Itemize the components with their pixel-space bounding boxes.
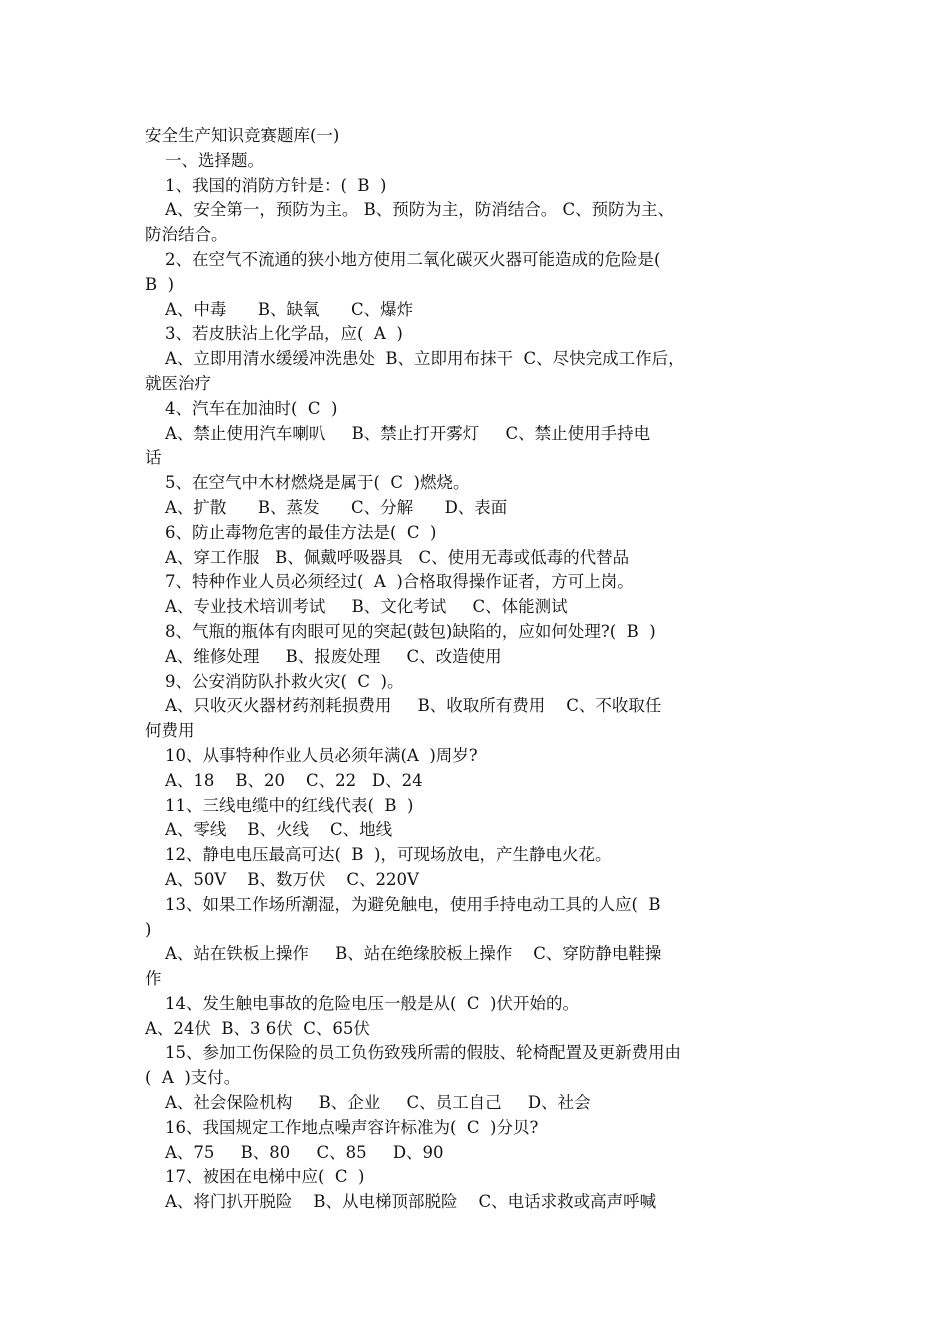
question-1-options: A、安全第一，预防为主。 B、预防为主，防消结合。 C、预防为主、 xyxy=(165,200,675,220)
question-2: 2、在空气不流通的狭小地方使用二氧化碳灭火器可能造成的危险是( xyxy=(165,249,661,269)
question-14: 14、发生触电事故的危险电压一般是从( C )伏开始的。 xyxy=(165,993,579,1013)
question-9-options-cont: 何费用 xyxy=(145,721,195,741)
question-7: 7、特种作业人员必须经过( A )合格取得操作证者，方可上岗。 xyxy=(165,572,634,592)
question-3-options: A、立即用清水缓缓冲洗患处 B、立即用布抹干 C、尽快完成工作后， xyxy=(165,349,685,369)
question-13-cont: ) xyxy=(145,919,152,939)
question-12: 12、静电电压最高可达( B )，可现场放电，产生静电火花。 xyxy=(165,845,612,865)
question-16-options: A、75 B、80 C、85 D、90 xyxy=(165,1142,444,1162)
document-body xyxy=(145,124,805,1215)
question-13-options: A、站在铁板上操作 B、站在绝缘胶板上操作 C、穿防静电鞋操 xyxy=(165,944,662,964)
question-5-options: A、扩散 B、蒸发 C、分解 D、表面 xyxy=(165,497,508,517)
question-4-options-cont: 话 xyxy=(145,448,162,468)
question-8-options: A、维修处理 B、报废处理 C、改造使用 xyxy=(165,646,502,666)
question-4-options: A、禁止使用汽车喇叭 B、禁止打开雾灯 C、禁止使用手持电 xyxy=(165,423,651,443)
question-7-options: A、专业技术培训考试 B、文化考试 C、体能测试 xyxy=(165,597,568,617)
question-13-options-cont: 作 xyxy=(145,969,162,989)
question-1-options-cont: 防治结合。 xyxy=(145,225,228,245)
question-8: 8、气瓶的瓶体有肉眼可见的突起(鼓包)缺陷的，应如何处理?( B ) xyxy=(165,621,656,641)
question-9-options: A、只收灭火器材药剂耗损费用 B、收取所有费用 C、不收取任 xyxy=(165,696,662,716)
question-15-options: A、社会保险机构 B、企业 C、员工自己 D、社会 xyxy=(165,1093,591,1113)
question-12-options: A、50V B、数万伏 C、220V xyxy=(165,869,419,889)
question-11: 11、三线电缆中的红线代表( B ) xyxy=(165,795,414,815)
question-16: 16、我国规定工作地点噪声容许标准为( C )分贝? xyxy=(165,1117,539,1137)
question-6-options: A、穿工作服 B、佩戴呼吸器具 C、使用无毒或低毒的代替品 xyxy=(165,547,630,567)
question-14-options: A、24伏 B、3 6伏 C、65伏 xyxy=(145,1018,370,1038)
question-15: 15、参加工伤保险的员工负伤致残所需的假肢、轮椅配置及更新费用由 xyxy=(165,1043,681,1063)
question-17: 17、被困在电梯中应( C ) xyxy=(165,1167,365,1187)
question-4: 4、汽车在加油时( C ) xyxy=(165,398,338,418)
question-6: 6、防止毒物危害的最佳方法是( C ) xyxy=(165,522,437,542)
question-1: 1、我国的消防方针是：( B ) xyxy=(165,175,387,195)
question-10: 10、从事特种作业人员必须年满(A )周岁? xyxy=(165,745,478,765)
question-9: 9、公安消防队扑救火灾( C )。 xyxy=(165,671,404,691)
question-17-options: A、将门扒开脱险 B、从电梯顶部脱险 C、电话求救或高声呼喊 xyxy=(165,1192,657,1212)
question-2-cont: B ) xyxy=(145,274,175,294)
question-13: 13、如果工作场所潮湿，为避免触电，使用手持电动工具的人应( B xyxy=(165,894,661,914)
question-3-options-cont: 就医治疗 xyxy=(145,373,211,393)
question-10-options: A、18 B、20 C、22 D、24 xyxy=(165,770,423,790)
document-title: 安全生产知识竞赛题库(一) xyxy=(145,126,340,145)
question-5: 5、在空气中木材燃烧是属于( C )燃烧。 xyxy=(165,473,470,493)
question-2-options: A、中毒 B、缺氧 C、爆炸 xyxy=(165,299,414,319)
section-heading: 一、选择题。 xyxy=(165,150,264,170)
question-11-options: A、零线 B、火线 C、地线 xyxy=(165,820,393,840)
question-3: 3、若皮肤沾上化学品，应( A ) xyxy=(165,324,403,344)
question-15-cont: ( A )支付。 xyxy=(145,1068,241,1088)
